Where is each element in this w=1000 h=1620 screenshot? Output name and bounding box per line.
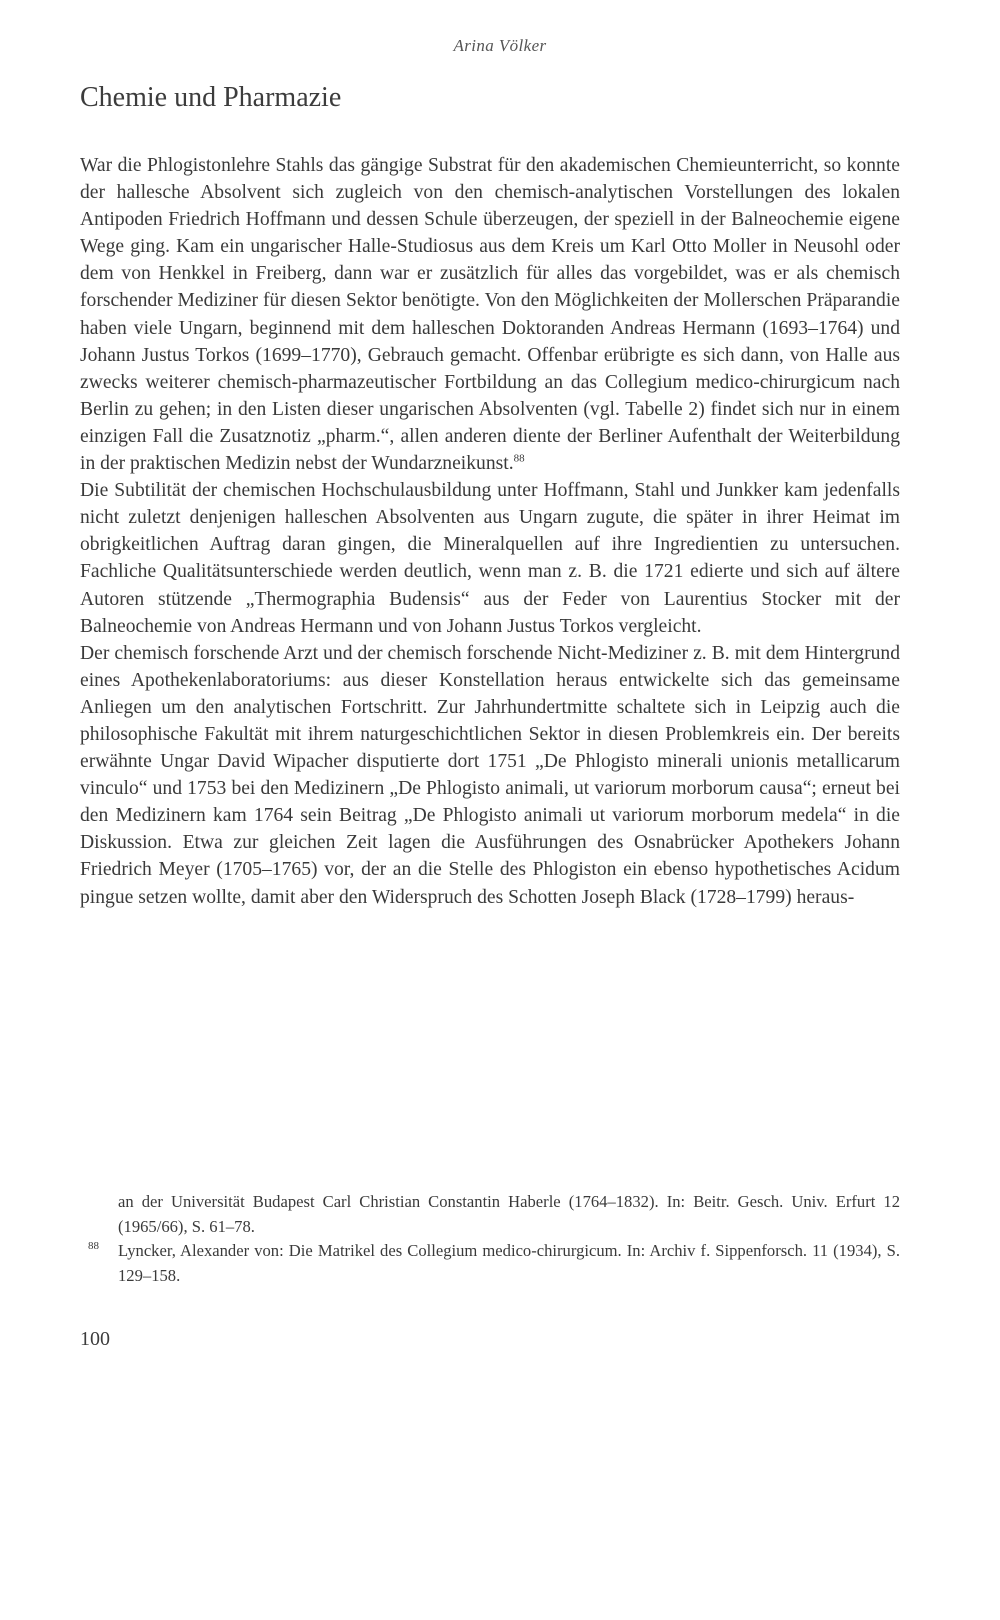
paragraph-1 — [80, 152, 900, 477]
footnotes — [88, 1190, 900, 1288]
paragraph-2: Die Subtilität der chemischen Hochschulausbildung unter Hoffmann, Stahl und Junkker kam jedenfalls nicht zuletzt denjenigen halleschen Absolventen aus Ungarn zugute, die später in ihrer Heimat im obrigkeitlichen Auftrag daran gingen, die Mineralquellen auf ihre Ingredientien zu untersuchen. Fachliche Qualitätsunterschiede werden deutlich, wenn man z. B. die 1721 edierte und sich auf ältere Autoren stützende „Thermographia Budensis“ aus der Feder von Laurentius Stocker mit der Balneochemie von Andreas Hermann und von Johann Justus Torkos vergleicht. — [80, 480, 900, 637]
body-text — [80, 152, 900, 911]
paragraph-1-text: War die Phlogistonlehre Stahls das gängige Substrat für den akademischen Chemieunterricht, so konnte der hallesche Absolvent sich zugleich von den chemisch-analytischen Vorstellungen des lokalen Antipoden Friedrich Hoffmann und dessen Schule überzeugen, der speziell in der Balneochemie eigene Wege ging. Kam ein ungarischer Halle-Studiosus aus dem Kreis um Karl Otto Moller in Neusohl oder dem von Henkkel in Freiberg, dann war er zusätzlich für alles das vorgebildet, was er als chemisch forschender Mediziner für diesen Sektor benötigte. Von den Möglichkeiten der Mollerschen Präparandie haben viele Ungarn, beginnend mit dem halleschen Doktoranden Andreas Hermann (1693–1764) und Johann Justus Torkos (1699–1770), Gebrauch gemacht. Offenbar erübrigte es sich dann, von Halle aus zwecks weiterer chemisch-pharmazeutischer Fortbildung an das Collegium medico-chirurgicum nach Berlin zu gehen; in den Listen dieser ungarischen Absolventen (vgl. Tabelle 2) findet sich nur in einem einzigen Fall die Zusatznotiz „pharm.“, allen anderen diente der Berliner Aufenthalt der Weiterbildung in der praktischen Medizin nebst der Wundarzneikunst. — [80, 155, 900, 475]
running-head: Arina Völker — [453, 36, 547, 55]
page-number: 100 — [80, 1328, 110, 1350]
footnote-reference-88[interactable]: 88 — [513, 452, 525, 465]
footnote-88: 88 Lyncker, Alexander von: Die Matrikel des Collegium medico-chirurgicum. In: Archiv f. Sippenforsch. 11 (1934), S. 129–158. — [88, 1240, 900, 1285]
section-title: Chemie und Pharmazie — [80, 82, 342, 113]
footnote-continued: an der Universität Budapest Carl Christian Constantin Haberle (1764–1832). In: Beitr. Gesch. Univ. Erfurt 12 (1965/66), S. 61–78. — [118, 1192, 900, 1236]
paragraph-3: Der chemisch forschende Arzt und der chemisch forschende Nicht-Mediziner z. B. mit dem Hintergrund eines Apothekenlaboratoriums: aus dieser Konstellation heraus entwickelte sich das gemeinsame Anliegen um den analytischen Fortschritt. Zur Jahrhundertmitte schaltete sich in Leipzig auch die philosophische Fakultät mit ihrem naturgeschichtlichen Sektor in diesen Problemkreis ein. Der bereits erwähnte Ungar David Wipacher disputierte dort 1751 „De Phlogisto minerali unionis metallicarum vinculo“ und 1753 bei den Medizinern „De Phlogisto animali, ut variorum morborum causa“; erneut bei den Medizinern kam 1764 sein Beitrag „De Phlogisto animali ut variorum morborum medela“ in die Diskussion. Etwa zur gleichen Zeit lagen die Ausführungen des Osnabrücker Apothekers Johann Friedrich Meyer (1705–1765) vor, der an die Stelle des Phlogiston ein ebenso hypothetisches Acidum pingue setzen wollte, damit aber den Widerspruch des Schotten Joseph Black (1728–1799) heraus- — [80, 642, 900, 908]
footnote-88-text: Lyncker, Alexander von: Die Matrikel des Collegium medico-chirurgicum. In: Archiv f. Sippenforsch. 11 (1934), S. 129–158. — [118, 1241, 900, 1285]
